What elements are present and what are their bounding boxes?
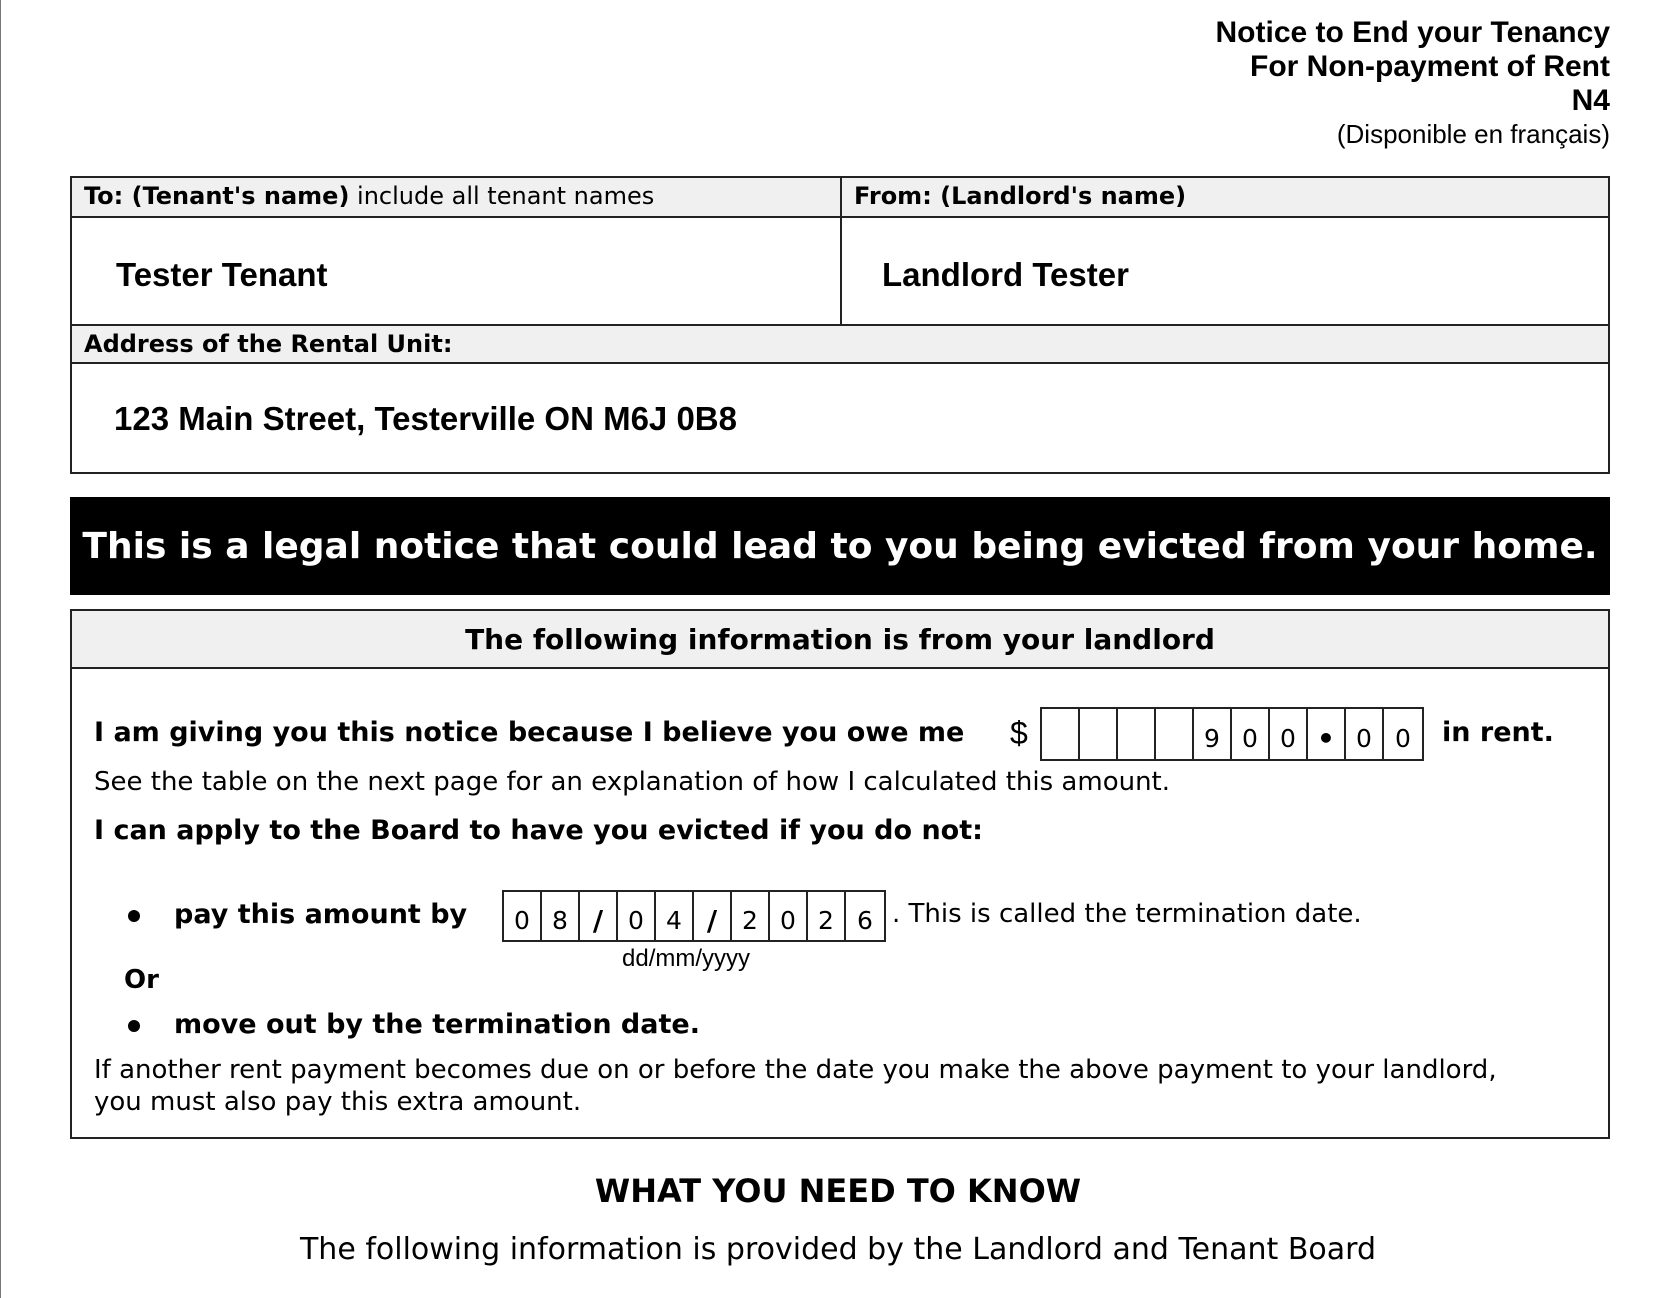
move-out-text: move out by the termination date. <box>174 1009 700 1040</box>
currency-symbol: $ <box>1010 715 1028 751</box>
landlord-name-label: From: (Landlord's name) <box>842 178 1608 218</box>
form-header <box>1216 16 1611 150</box>
address-field[interactable]: 123 Main Street, Testerville ON M6J 0B8 <box>114 400 737 437</box>
date-digit-box[interactable]: 6 <box>857 905 873 935</box>
date-digit-box[interactable]: 4 <box>656 892 694 940</box>
legal-warning-banner: This is a legal notice that could lead to you being evicted from your home. <box>70 497 1610 595</box>
amount-digit-box[interactable]: 0 <box>1232 709 1270 759</box>
amount-digit-box[interactable] <box>1118 709 1156 759</box>
termination-date-note: . This is called the termination date. <box>892 899 1362 929</box>
date-digit-box[interactable]: 2 <box>808 892 846 940</box>
in-rent-text: in rent. <box>1442 717 1554 748</box>
amount-digit-box[interactable] <box>1156 709 1194 759</box>
extra-payment-line2: you must also pay this extra amount. <box>94 1087 582 1117</box>
ltb-information-subheading: The following information is provided by the Landlord and Tenant Board <box>299 1232 1377 1267</box>
tenant-label-hint: include all tenant names <box>349 182 655 210</box>
amount-digit-box[interactable]: 0 <box>1395 723 1411 753</box>
parties-address-box <box>70 176 1610 474</box>
tenant-label-bold: To: (Tenant's name) <box>84 182 350 210</box>
pay-by-text: pay this amount by <box>174 899 468 930</box>
french-availability-note: (Disponible en français) <box>1336 119 1610 149</box>
date-digit-box[interactable]: 0 <box>770 892 808 940</box>
or-text: Or <box>124 965 159 995</box>
date-digit-box[interactable]: / <box>580 892 618 940</box>
date-digit-box[interactable]: 8 <box>542 892 580 940</box>
page-left-edge <box>0 0 1 1298</box>
what-you-need-to-know-heading: WHAT YOU NEED TO KNOW <box>594 1172 1082 1210</box>
bullet-icon <box>128 1020 140 1032</box>
amount-digit-box[interactable] <box>1080 709 1118 759</box>
amount-digit-box[interactable] <box>1042 709 1080 759</box>
tenant-name-field[interactable]: Tester Tenant <box>116 256 328 293</box>
landlord-info-box <box>70 609 1610 1139</box>
owe-amount-text: I am giving you this notice because I believe you owe me <box>94 717 965 748</box>
address-label: Address of the Rental Unit: <box>72 324 1608 364</box>
date-digit-box[interactable]: 0 <box>504 892 542 940</box>
termination-date-field[interactable] <box>502 890 886 942</box>
parties-vertical-divider <box>840 178 842 326</box>
date-format-hint: dd/mm/yyyy <box>622 945 751 972</box>
date-digit-box[interactable]: 0 <box>618 892 656 940</box>
calculation-explanation: See the table on the next page for an explanation of how I calculated this amount. <box>94 767 1171 797</box>
form-title-line1: Notice to End your Tenancy <box>1215 16 1610 49</box>
form-code: N4 <box>1571 84 1610 117</box>
apply-to-board-text: I can apply to the Board to have you evicted if you do not: <box>94 815 983 846</box>
date-digit-box[interactable]: 2 <box>732 892 770 940</box>
extra-payment-line1: If another rent payment becomes due on or before the date you make the above payment to your landlord, <box>94 1055 1497 1085</box>
amount-digit-box[interactable]: 0 <box>1270 709 1308 759</box>
amount-digit-box[interactable]: 0 <box>1346 709 1384 759</box>
amount-digit-box[interactable]: 9 <box>1194 709 1232 759</box>
form-title-line2: For Non-payment of Rent <box>1250 50 1610 83</box>
date-digit-box[interactable]: / <box>694 892 732 940</box>
amount-digit-box[interactable]: • <box>1308 709 1346 759</box>
landlord-name-field[interactable]: Landlord Tester <box>882 256 1129 293</box>
tenant-name-label <box>72 178 842 218</box>
rent-amount-field[interactable] <box>1040 707 1424 761</box>
bullet-icon <box>128 910 140 922</box>
landlord-info-heading: The following information is from your landlord <box>72 611 1608 669</box>
